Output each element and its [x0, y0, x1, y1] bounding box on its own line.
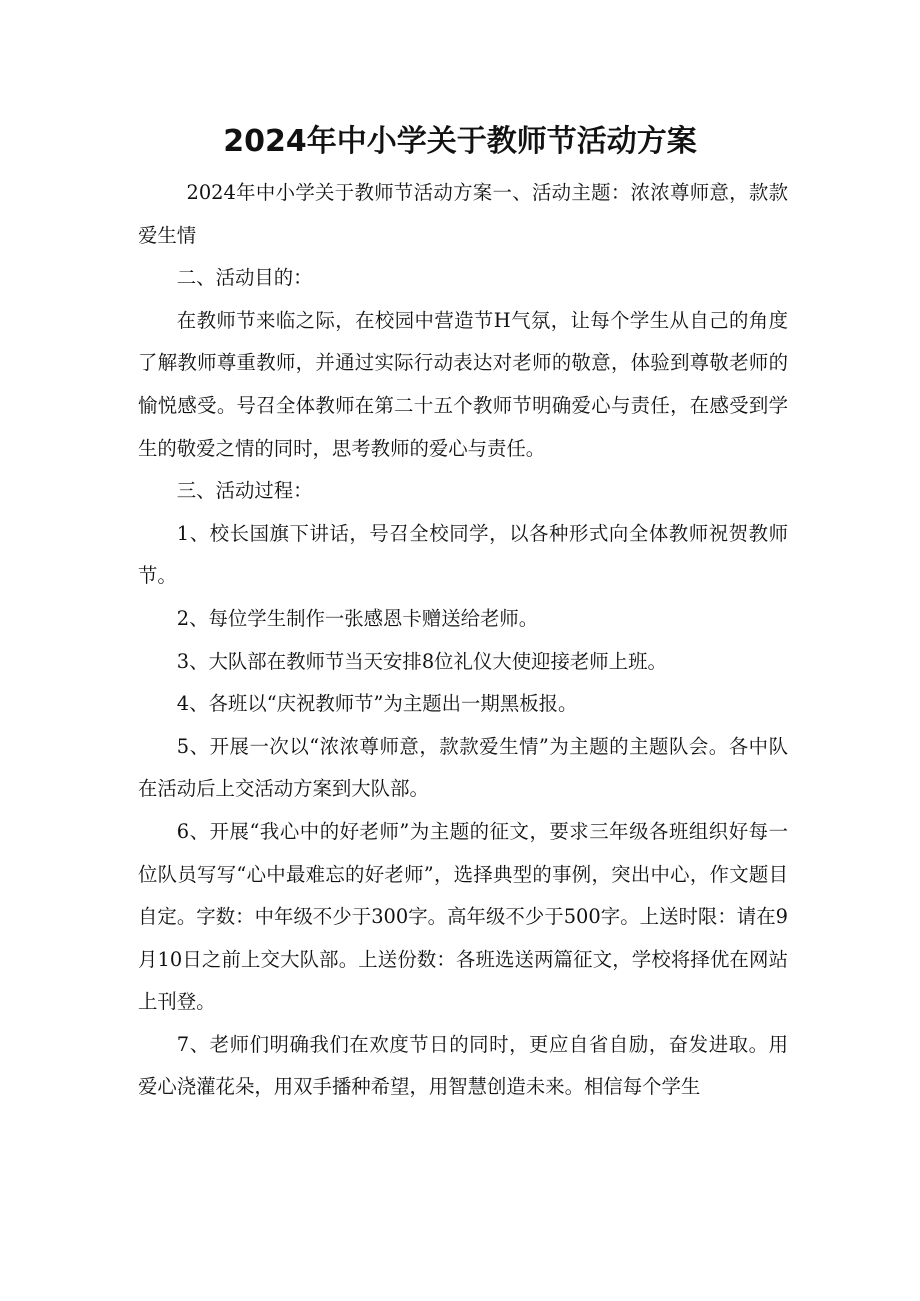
paragraph-intro: 2024年中小学关于教师节活动方案一、活动主题：浓浓尊师意，款款爱生情	[138, 181, 788, 247]
list-item-2: 2、每位学生制作一张感恩卡赠送给老师。	[176, 606, 539, 630]
list-item-5: 5、开展一次以“浓浓尊师意，款款爱生情”为主题的主题队会。各中队在活动后上交活动方案到大队部。	[138, 734, 788, 801]
list-item-7: 7、老师们明确我们在欢度节日的同时，更应自省自励，奋发进取。用爱心浇灌花朵，用双手播种希望，用智慧创造未来。相信每个学生	[138, 1032, 788, 1099]
document-title: 2024年中小学关于教师节活动方案	[223, 124, 697, 159]
paragraph-purpose: 在教师节来临之际，在校园中营造节H气氛，让每个学生从自己的角度了解教师尊重教师，并通过实际行动表达对老师的敬意，体验到尊敬老师的愉悦感受。号召全体教师在第二十五个教师节明确爱心与责任，在感受到学生的敬爱之情的同时，思考教师的爱心与责任。	[138, 308, 788, 460]
list-item-1: 1、校长国旗下讲话，号召全校同学，以各种形式向全体教师祝贺教师节。	[138, 521, 788, 588]
list-item-6: 6、开展“我心中的好老师”为主题的征文，要求三年级各班组织好每一位队员写写“心中最难忘的好老师”，选择典型的事例，突出中心，作文题目自定。字数：中年级不少于300字。高年级不少于500字。上送时限：请在9月10日之前上交大队部。上送份数：各班选送两篇征文，学校将择优在网站上刊登。	[138, 819, 788, 1014]
list-item-3: 3、大队部在教师节当天安排8位礼仪大使迎接老师上班。	[176, 649, 667, 673]
list-item-4: 4、各班以“庆祝教师节”为主题出一期黑板报。	[176, 692, 578, 716]
heading-process: 三、活动过程：	[176, 479, 313, 503]
heading-purpose: 二、活动目的：	[176, 266, 313, 290]
document-body	[138, 172, 788, 1109]
